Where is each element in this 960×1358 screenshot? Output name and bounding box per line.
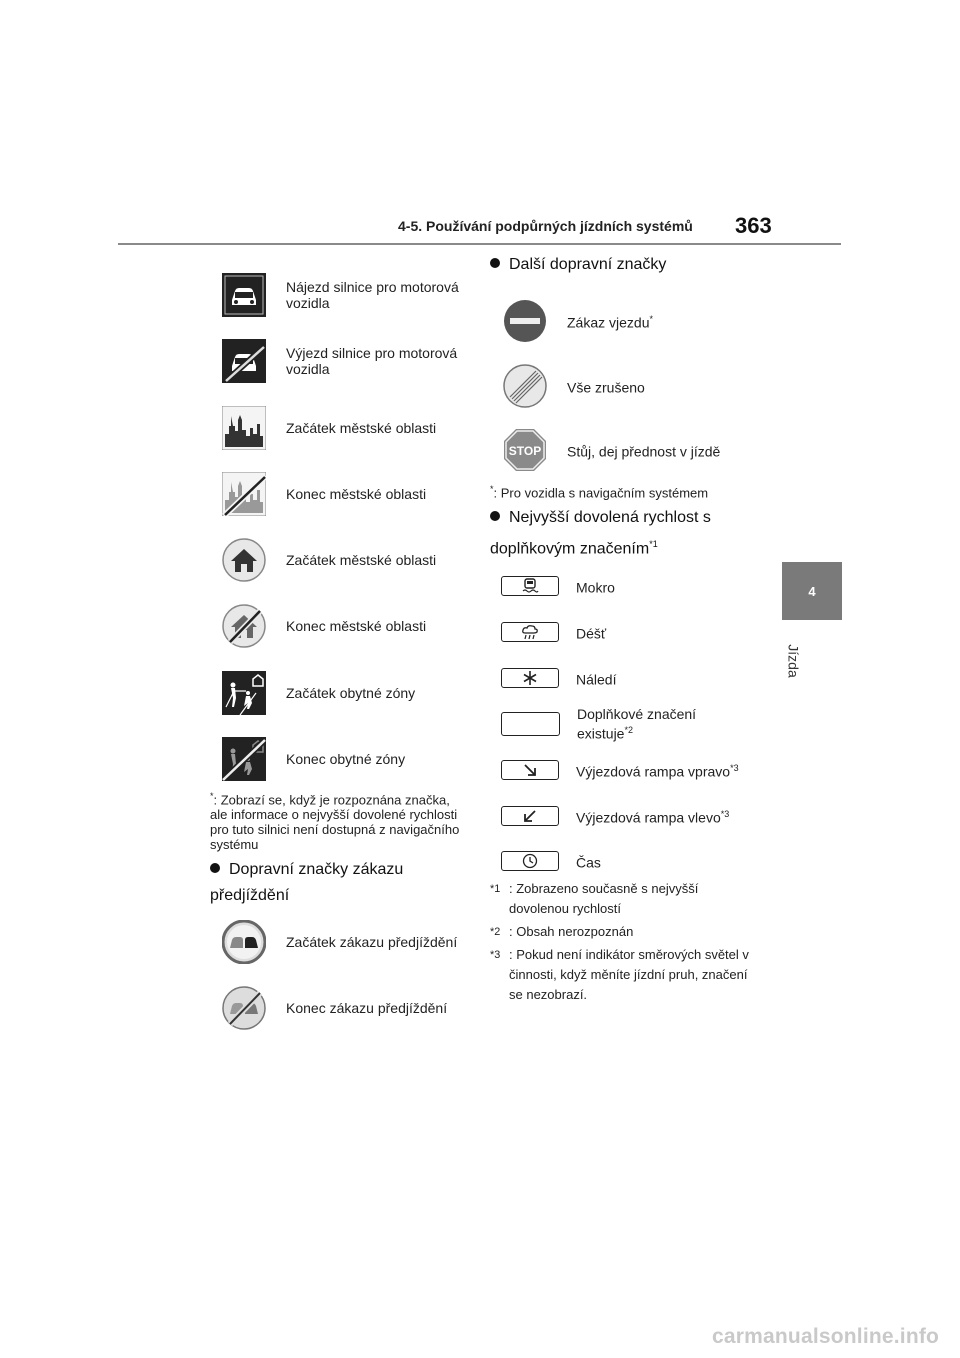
plate-label-text: Výjezdová rampa vlevo [576, 809, 721, 826]
sign-row [222, 604, 471, 648]
sign-row [222, 737, 471, 781]
plate-label [576, 622, 751, 642]
plate-row [501, 851, 751, 871]
section-title: 4-5. Používání podpůrných jízdních systémů [398, 218, 693, 234]
chapter-label-text: Jízda [786, 644, 802, 678]
footer-watermark: carmanualsonline.info [712, 1325, 940, 1348]
sign-label [567, 440, 752, 460]
wet-road-plate-icon [501, 576, 559, 596]
plate-row [501, 668, 751, 688]
plate-label-sup: *2 [624, 725, 633, 735]
sign-label: Začátek obytné zóny [286, 685, 416, 701]
footnote-mark: *3 [490, 949, 501, 961]
plate-row [501, 760, 751, 780]
sign-label: Konec zákazu předjíždění [286, 1000, 448, 1016]
sign-label: Výjezd silnice pro motorová vozidla [286, 345, 458, 377]
plate-label [576, 806, 751, 826]
exit-right-plate-icon [501, 760, 559, 780]
motorway-end-sign-icon [222, 339, 266, 383]
footnote-mark: *1 [490, 883, 501, 895]
sign-label: Konec městské oblasti [286, 486, 427, 502]
plate-label-text: Mokro [576, 579, 615, 596]
heading-text: Nejvyšší dovolená rychlost s doplňkovým značením [490, 509, 711, 558]
footnote-mark: *2 [490, 926, 501, 938]
plate-label [577, 706, 752, 742]
plate-label-text: Doplňkové značení existuje [577, 706, 697, 742]
plate-label-sup: *3 [730, 763, 739, 774]
sign-row [503, 299, 752, 343]
sign-label: Nájezd silnice pro motorová vozidla [286, 279, 459, 311]
sign-label [567, 376, 752, 396]
section-heading-overtaking [210, 857, 468, 909]
footnote [490, 482, 755, 500]
sign-row [222, 273, 471, 317]
footnote-text: : Pokud není indikátor směrových světel v činnosti, když měníte jízdní pruh, značení se nezobrazí. [509, 947, 749, 1002]
sign-row [222, 986, 471, 1030]
header-divider [118, 243, 841, 245]
footnote-text: : Zobrazeno současně s nejvyšší dovolenou rychlostí [509, 881, 699, 916]
svg-text:STOP: STOP [508, 444, 542, 458]
no-overtaking-sign-icon [222, 920, 266, 964]
chapter-tab[interactable] [782, 562, 842, 620]
house-end-sign-icon [222, 604, 266, 648]
sign-row [222, 671, 471, 715]
plate-row [501, 806, 751, 826]
footnote [210, 789, 466, 852]
living-zone-end-sign-icon [222, 737, 266, 781]
sign-row [222, 472, 471, 516]
footnote-text: : Obsah nerozpoznán [509, 924, 634, 939]
sign-row [222, 538, 471, 582]
footnote [490, 945, 755, 1005]
heading-sup: *1 [649, 539, 658, 549]
page-number: 363 [735, 213, 772, 238]
sign-label [567, 311, 752, 331]
heading-text: Další dopravní značky [509, 256, 667, 273]
plate-label-text: Náledí [576, 671, 617, 688]
section-heading-speed-plates [490, 505, 755, 562]
sign-label: Začátek zákazu předjíždění [286, 934, 458, 950]
plate-row [501, 706, 752, 742]
heading-text: Dopravní značky zákazu předjíždění [210, 861, 404, 904]
ice-plate-icon [501, 668, 559, 688]
footnote-mark: * [210, 791, 214, 801]
motorway-start-sign-icon [222, 273, 266, 317]
sign-row [222, 920, 471, 964]
plate-label-text: Déšť [576, 625, 607, 642]
plate-label [576, 576, 751, 596]
exit-left-plate-icon [501, 806, 559, 826]
plate-label [576, 668, 751, 688]
sign-row [222, 339, 471, 383]
sign-label: Konec obytné zóny [286, 751, 406, 767]
sign-label-text: Vše zrušeno [567, 379, 645, 396]
city-start-sign-icon [222, 406, 266, 450]
rain-plate-icon [501, 622, 559, 642]
clock-plate-icon [501, 851, 559, 871]
sign-label: Začátek městské oblasti [286, 420, 437, 436]
blank-plate-icon [501, 712, 560, 736]
sign-label-text: Stůj, dej přednost v jízdě [567, 443, 721, 460]
plate-label-text: Čas [576, 854, 601, 871]
chapter-number: 4 [808, 583, 816, 599]
plate-label [576, 851, 751, 871]
footnote-text: : Pro vozidla s navigačním systémem [493, 485, 709, 501]
stop-sign-icon [503, 428, 547, 472]
house-sign-icon [222, 538, 266, 582]
sign-label: Konec městské oblasti [286, 618, 427, 634]
bullet-icon [490, 258, 500, 268]
plate-label-sup: *3 [720, 809, 730, 820]
end-all-restrictions-sign-icon [503, 364, 547, 408]
footnote-mark: * [490, 484, 494, 494]
living-zone-start-sign-icon [222, 671, 266, 715]
plate-label-text: Výjezdová rampa vpravo [576, 763, 731, 780]
no-entry-sign-icon [503, 299, 547, 343]
sign-label-text: Zákaz vjezdu [567, 314, 650, 331]
sign-label: Začátek městské oblasti [286, 552, 437, 568]
footnote [490, 879, 755, 919]
plate-row [501, 622, 751, 642]
section-heading-other-signs [490, 252, 755, 278]
footnote [490, 922, 755, 942]
city-end-sign-icon [222, 472, 266, 516]
sign-row [503, 364, 752, 408]
sign-label-sup: * [649, 314, 653, 325]
sign-row [503, 428, 752, 472]
sign-row [222, 406, 471, 450]
plate-label [576, 760, 751, 780]
footnote-text: : Zobrazí se, když je rozpoznána značka, ale informace o nejvyšší dovolené rychlosti pro tuto silnici není dostupná z navigačního systému [210, 792, 460, 853]
chapter-label [783, 636, 805, 686]
bullet-icon [490, 511, 500, 521]
bullet-icon [210, 863, 220, 873]
end-no-overtaking-sign-icon [222, 986, 266, 1030]
plate-row [501, 576, 751, 596]
